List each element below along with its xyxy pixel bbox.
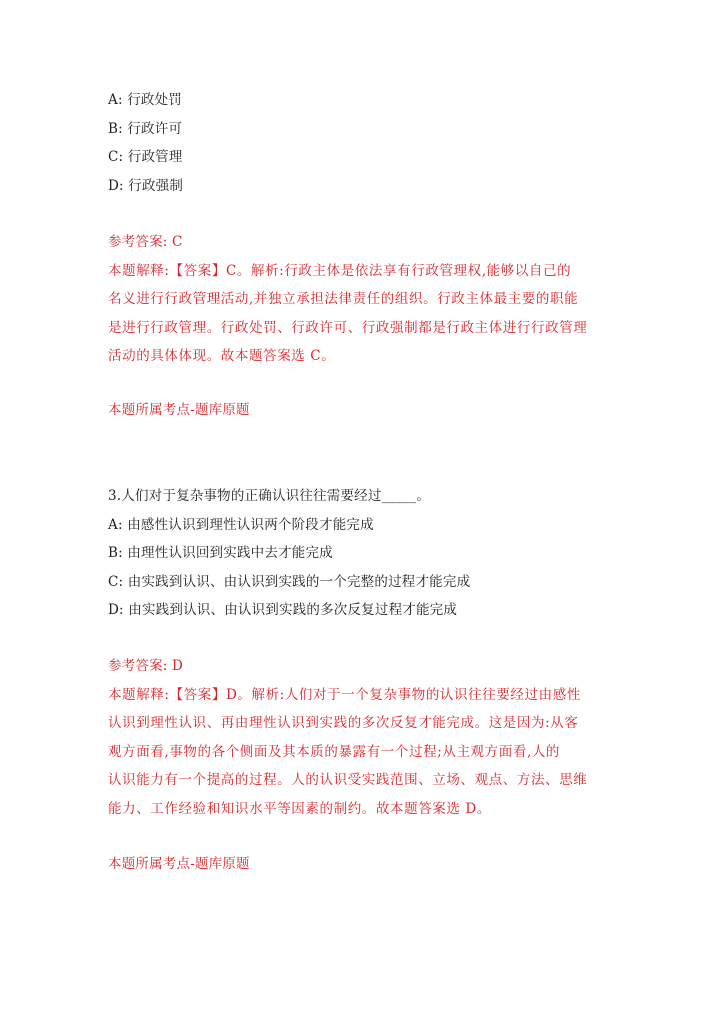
- q3-explanation-line: 认识到理性认识、再由理性认识到实践的多次反复才能完成。这是因为:从客: [108, 715, 579, 731]
- q3-explanation-line: 认识能力有一个提高的过程。人的认识受实践范围、立场、观点、方法、思维: [108, 772, 588, 788]
- q3-option-a: A: 由感性认识到理性认识两个阶段才能完成: [108, 516, 374, 533]
- q2-option-a: A: 行政处罚: [108, 92, 182, 108]
- q3-option-c: C: 由实践到认识、由认识到实践的一个完整的过程才能完成: [108, 573, 471, 590]
- q2-option-d: D: 行政强制: [108, 177, 184, 194]
- q3-explanation: [108, 681, 620, 824]
- q3-source-block: [108, 850, 620, 879]
- q3-explanation-line: 能力、工作经验和知识水平等因素的制约。故本题答案选 D。: [108, 800, 491, 817]
- q2-explanation-line: 是进行行政管理。行政处罚、行政许可、行政强制都是行政主体进行行政管理: [108, 319, 588, 336]
- q2-explanation-line: 本题解释:【答案】C。解析:行政主体是依法享有行政管理权,能够以自己的: [108, 262, 572, 279]
- q2-option-c: C: 行政管理: [108, 149, 183, 165]
- q2-option-b: B: 行政许可: [108, 120, 183, 137]
- q3-option-b: B: 由理性认识回到实践中去才能完成: [108, 545, 333, 561]
- q3-question: 3.人们对于复杂事物的正确认识往往需要经过_____。: [108, 488, 431, 504]
- q2-explanation: [108, 257, 620, 371]
- q2-explanation-line: 活动的具体体现。故本题答案选 C。: [108, 348, 336, 364]
- q3-option-d: D: 由实践到认识、由认识到实践的多次反复过程才能完成: [108, 602, 458, 618]
- q3-explanation-line: 本题解释:【答案】D。解析:人们对于一个复杂事物的认识往往要经过由感性: [108, 686, 581, 703]
- q3-explanation-line: 观方面看,事物的各个侧面及其本质的暴露有一个过程;从主观方面看,人的: [108, 743, 561, 760]
- q3-answer: 参考答案: D: [108, 658, 184, 674]
- q2-explanation-line: 名义进行行政管理活动,并独立承担法律责任的组织。行政主体最主要的职能: [108, 291, 579, 307]
- q3-answer-block: [108, 652, 620, 823]
- q2-source: 本题所属考点-题库原题: [108, 402, 250, 418]
- q2-source-block: [108, 396, 620, 425]
- q2-answer: 参考答案: C: [108, 234, 183, 250]
- q3-question-block: [108, 482, 620, 625]
- q3-source: 本题所属考点-题库原题: [108, 856, 250, 872]
- q2-options: [108, 86, 620, 200]
- q2-answer-block: [108, 228, 620, 371]
